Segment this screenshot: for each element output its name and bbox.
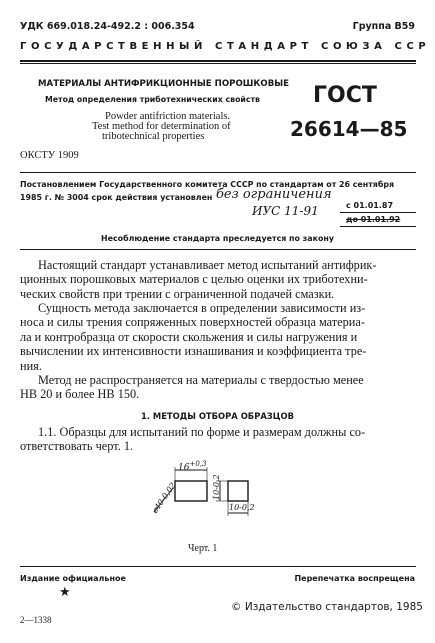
- essence-line-4: вычислении их интенсивности изнашивания и коэффициента тре-: [20, 344, 367, 359]
- essence-paragraph: [20, 301, 416, 373]
- print-mark: 2—1338: [20, 615, 52, 625]
- dim-height-label: 10-0,2: [212, 474, 221, 500]
- top-double-rule-2: [20, 63, 416, 64]
- intro-line-1: Настоящий стандарт устанавливает метод испытаний антифрик-: [38, 258, 377, 272]
- title-en-line3: tribotechnical properties: [102, 131, 205, 142]
- footer-rule: [20, 566, 416, 567]
- dim-diameter-label: ⌀40-0,02: [150, 480, 178, 516]
- dim-top-value: 16: [178, 463, 190, 473]
- item-1-1-line-2: ответствовать черт. 1.: [20, 439, 134, 454]
- title-rule: [20, 172, 416, 173]
- decree-line1: Постановлением Государственного комитета СССР по стандартам от 26 сентября: [20, 180, 395, 189]
- essence-line-5: ния.: [20, 358, 42, 373]
- dim-top-tolerance: +0,3: [189, 460, 207, 468]
- scope-line-1: Метод не распространяется на материалы с твердостью менее: [38, 373, 364, 387]
- intro-line-2: ционных порошковых материалов с целью оценки их триботехни-: [20, 272, 368, 287]
- official-edition: Издание официальное: [20, 574, 126, 583]
- non-compliance-notice: Несоблюдение стандарта преследуется по закону: [101, 234, 334, 243]
- gost-label: ГОСТ: [313, 83, 377, 108]
- star-icon: ★: [59, 584, 71, 599]
- gost-number: 26614—85: [290, 117, 408, 141]
- date-from: с 01.01.87: [346, 201, 394, 210]
- decree-rule: [20, 249, 416, 250]
- title-ru-sub: Метод определения триботехнических свойств: [45, 95, 260, 104]
- scope-paragraph: [20, 373, 416, 402]
- handwritten-unlimited-note: без ограничения: [216, 187, 332, 202]
- title-en-line1: Powder antifriction materials.: [105, 111, 231, 122]
- decree-line2: 1985 г. № 3004 срок действия установлен: [20, 193, 213, 202]
- dim-top-label: [178, 460, 206, 473]
- essence-line-1: Сущность метода заключается в определении зависимости из-: [38, 301, 366, 315]
- top-double-rule-1: [20, 60, 416, 62]
- copyright: © Издательство стандартов, 1985: [231, 601, 423, 613]
- title-en-line2: Test method for determination of: [92, 121, 231, 132]
- specimen-cylinder-side: [175, 481, 207, 501]
- section-1-heading: 1. МЕТОДЫ ОТБОРА ОБРАЗЦОВ: [140, 411, 295, 421]
- intro-paragraph: [20, 258, 416, 301]
- item-1-1-line-1: 1.1. Образцы для испытаний по форме и размерам должны со-: [38, 425, 366, 439]
- reprint-prohibited: Перепечатка воспрещена: [294, 574, 415, 583]
- title-ru-main: МАТЕРИАЛЫ АНТИФРИКЦИОННЫЕ ПОРОШКОВЫЕ: [38, 79, 290, 89]
- group-code: Группа В59: [352, 21, 415, 32]
- essence-line-3: ла и контробразца от скорости скольжения и силы нагружения и: [20, 329, 358, 344]
- date-to-underline: [340, 226, 416, 227]
- drawing-caption: Черт. 1: [188, 543, 218, 554]
- handwritten-ius-note: ИУС 11-91: [252, 204, 319, 218]
- dim-width-label: 10-0,2: [229, 503, 255, 512]
- okstu-code: ОКСТУ 1909: [20, 150, 79, 161]
- intro-line-3: ческих свойств при трении с ограниченной подачей смазки.: [20, 286, 335, 301]
- essence-line-2: носа и силы трения сопряженных поверхностей образца материа-: [20, 315, 365, 330]
- date-from-underline: [340, 212, 416, 213]
- scope-line-2: НВ 20 и более НВ 150.: [20, 387, 140, 402]
- specimen-square-face: [228, 481, 248, 501]
- date-to-struck: до 01.01.92: [346, 215, 401, 224]
- state-standard-banner: ГОСУДАРСТВЕННЫЙ СТАНДАРТ СОЮЗА ССР: [20, 41, 431, 52]
- udc-code: УДК 669.018.24-492.2 : 006.354: [20, 21, 195, 32]
- item-1-1: [20, 425, 416, 454]
